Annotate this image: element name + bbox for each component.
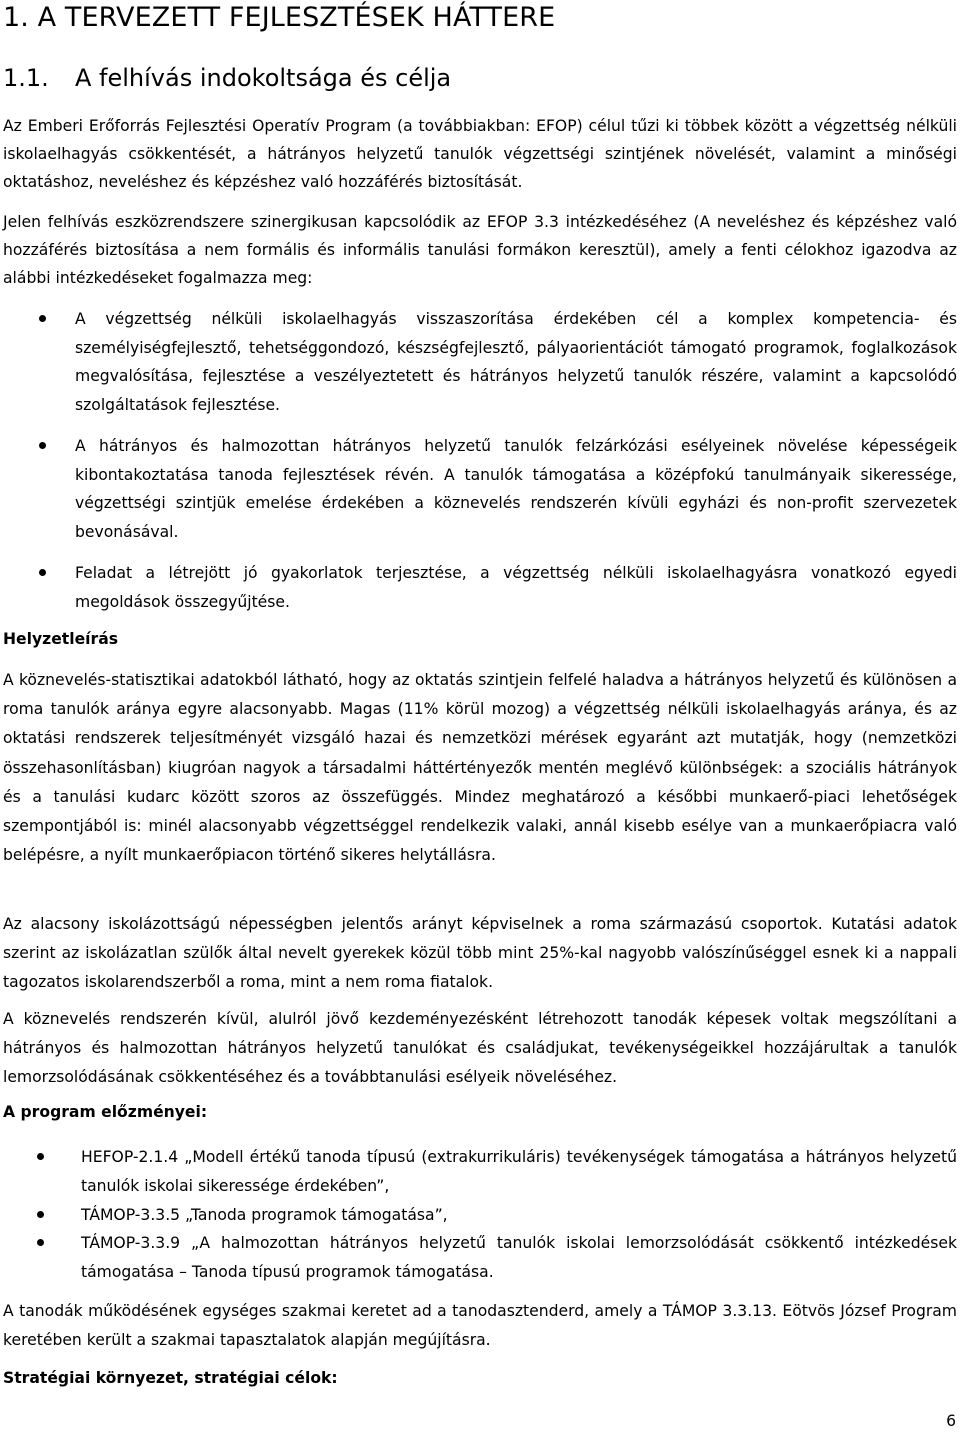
section-title: A felhívás indokoltsága és célja (75, 64, 452, 92)
paragraph-tanoda: A köznevelés rendszerén kívül, alulról jövő kezdeményezésként létrehozott tanodák képesek voltak megszólítani a hátrányos és halmozottan hátrányos helyzetű tanulókat és családjukat, tevékenységeikkel hozzájárultak a tanulók lemorzsolódásának csökkentéséhez és a továbbtanulási esélyeik növeléséhez. (3, 1010, 957, 1087)
paragraph-statistics: A köznevelés-statisztikai adatokból látható, hogy az oktatás szintjein felfelé haladva a hátrányos helyzetű és különösen a roma tanulók aránya egyre alacsonyabb. Magas (11% körül mozog) a végzettség nélküli iskolaelhagyás aránya, és az oktatási rendszerek teljesítményét vizsgáló hazai és nemzetközi mérések egyaránt azt mutatják, hogy (nemzetközi összehasonlításban) kiugróan nagyok a társadalmi háttértényezők mentén meglévő különbségek: a szociális hátrányok és a tanulási kudarc között szoros az összefüggés. Mindez meghatározó a későbbi munkaerő-piaci lehetőségek szempontjából is: minél alacsonyabb végzettséggel rendelkezik valaki, annál kisebb esélye van a munkaerőpiacra való belépésre, a nyílt munkaerőpiacon történő sikeres helytállásra. (3, 671, 957, 865)
bullet-icon (37, 1153, 44, 1160)
bullet-icon (37, 1239, 44, 1246)
paragraph-standard: A tanodák működésének egységes szakmai keretet ad a tanodasztenderd, amely a TÁMOP 3.3.13. Eötvös József Program keretében került a szakmai tapasztalatok alapján megújításra. (3, 1302, 957, 1350)
bullet-icon (37, 1211, 44, 1218)
list-item (3, 1229, 957, 1286)
paragraph-efop-intro: Az Emberi Erőforrás Fejlesztési Operatív Program (a továbbiakban: EFOP) célul tűzi ki többek között a végzettség nélküli iskolaelhagyás csökkentését, a hátrányos helyzetű tanulók végzettségi szintjének növelését, valamint a minőségi oktatáshoz, neveléshez és képzéshez való hozzáférés biztosítását. (3, 117, 957, 191)
list-item-text: Feladat a létrejött jó gyakorlatok terjesztése, a végzettség nélküli iskolaelhagyásra vonatkozó egyedi megoldások összegyűjtése. (75, 564, 957, 611)
bullet-icon (39, 315, 46, 322)
list-item (3, 432, 957, 546)
list-item (3, 1201, 957, 1230)
list-item-text: TÁMOP-3.3.9 „A halmozottan hátrányos helyzetű tanulók iskolai lemorzsolódását csökkentő intézkedések támogatása – Tanoda típusú programok támogatása. (81, 1234, 957, 1281)
heading-strategy: Stratégiai környezet, stratégiai célok: (3, 1369, 338, 1387)
page-number: 6 (946, 1412, 956, 1430)
bullet-icon (39, 569, 46, 576)
list-item-text: HEFOP-2.1.4 „Modell értékű tanoda típusú (extrakurrikuláris) tevékenységek támogatása a hátrányos helyzetű tanulók iskolai sikeressége érdekében”, (81, 1148, 957, 1195)
list-item-text: A hátrányos és halmozottan hátrányos helyzetű tanulók felzárkózási esélyeinek növelése képességeik kibontakoztatása tanoda fejlesztések révén. A tanulók támogatása a középfokú tanulmányaik sikeressége, végzettségi szintjük emelése érdekében a köznevelés rendszerén kívüli egyházi és non-profit szervezetek bevonásával. (75, 437, 957, 541)
list-item-text: A végzettség nélküli iskolaelhagyás visszaszorítása érdekében cél a komplex kompetencia- és személyiségfejlesztő, tehetséggondozó, készségfejlesztő, pályaorientációt támogató programok, foglalkozások megvalósítása, fejlesztése a veszélyeztetett és hátrányos helyzetű tanulók részére, valamint a kapcsolódó szolgáltatások fejlesztése. (75, 310, 957, 414)
paragraph-efop-measure: Jelen felhívás eszközrendszere szinergikusan kapcsolódik az EFOP 3.3 intézkedéséhez (A neveléshez és képzéshez való hozzáférés biztosítása a nem formális és informális tanulási formákon keresztül), amely a fenti célokhoz igazodva az alábbi intézkedéseket fogalmazza meg: (3, 213, 957, 287)
heading-program-history: A program előzményei: (3, 1103, 208, 1121)
list-item-text: TÁMOP-3.3.5 „Tanoda programok támogatása”, (81, 1206, 448, 1224)
list-item (3, 1143, 957, 1200)
section-number: 1.1. (3, 64, 49, 92)
paragraph-roma: Az alacsony iskolázottságú népességben jelentős arányt képviselnek a roma származású csoportok. Kutatási adatok szerint az iskolázatlan szülők által nevelt gyerekek közül több mint 25%-kal nagyobb valószínűséggel esnek ki a nappali tagozatos iskolarendszerből a roma, mint a nem roma fiatalok. (3, 915, 957, 992)
heading-situation: Helyzetleírás (3, 630, 119, 648)
bullet-icon (39, 442, 46, 449)
section-heading (3, 64, 451, 92)
list-item (3, 559, 957, 616)
chapter-heading: 1. A TERVEZETT FEJLESZTÉSEK HÁTTERE (3, 2, 556, 33)
list-item (3, 305, 957, 419)
